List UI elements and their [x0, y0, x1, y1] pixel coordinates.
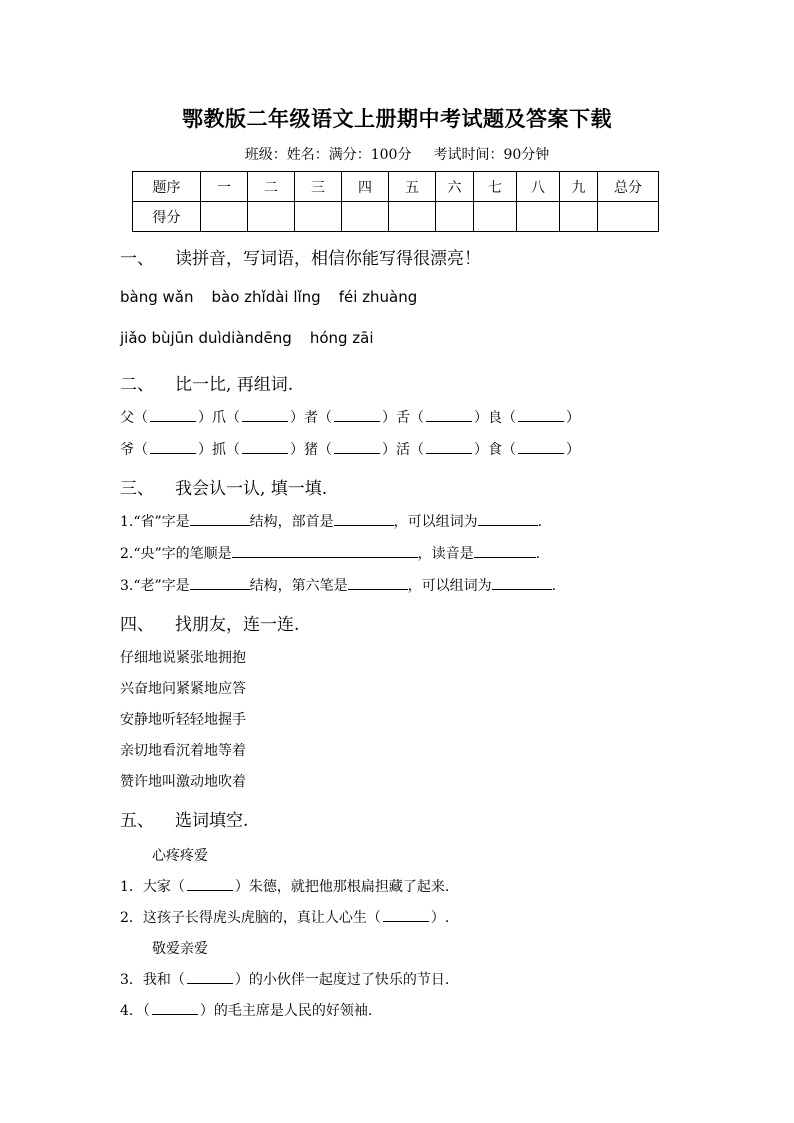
table-cell: 八	[517, 172, 560, 202]
table-cell: 题序	[133, 172, 201, 202]
answer-blank[interactable]	[190, 575, 250, 590]
answer-blank[interactable]	[518, 409, 564, 422]
answer-blank[interactable]	[478, 511, 538, 526]
answer-blank[interactable]	[334, 409, 380, 422]
answer-blank[interactable]	[232, 543, 418, 558]
table-cell: 得分	[133, 202, 201, 232]
table-cell: 六	[436, 172, 474, 202]
answer-blank[interactable]	[187, 878, 233, 891]
question-5-3	[120, 969, 449, 989]
score-cell[interactable]	[248, 202, 295, 232]
score-table-score-row	[133, 202, 659, 232]
character: 舌	[396, 410, 410, 426]
question-text: ）的小伙伴一起度过了快乐的节日.	[234, 972, 450, 988]
question-text: 2．这孩子长得虎头虎脑的，真让人心生（	[120, 910, 381, 926]
table-cell: 九	[560, 172, 598, 202]
question-5-2	[120, 907, 449, 927]
section-number: 一、	[120, 249, 154, 269]
character: 者	[304, 410, 318, 426]
exam-info	[0, 144, 794, 164]
score-cell[interactable]	[389, 202, 436, 232]
section-number: 四、	[120, 615, 154, 635]
pinyin-item: bào zhǐdài lǐng	[211, 288, 321, 306]
score-cell[interactable]	[436, 202, 474, 232]
table-cell: 二	[248, 172, 295, 202]
word-choices: 敬爱亲爱	[152, 941, 208, 957]
table-cell: 三	[295, 172, 342, 202]
section-5-heading	[120, 806, 248, 831]
pinyin-item: féi zhuàng	[338, 288, 418, 306]
question-text: ）的毛主席是人民的好领袖.	[199, 1003, 373, 1019]
exam-time-label: 考试时间：90分钟	[433, 147, 550, 163]
section-2-heading	[120, 370, 293, 395]
answer-blank[interactable]	[518, 441, 564, 454]
question-text: ，可以组词为	[407, 578, 492, 594]
table-cell: 四	[342, 172, 389, 202]
table-cell: 五	[389, 172, 436, 202]
class-name-score-label: 班级：姓名：满分：100分	[244, 147, 412, 163]
question-text: 结构，部首是	[249, 514, 334, 530]
answer-blank[interactable]	[187, 971, 233, 984]
section-title: 我会认一认, 填一填.	[175, 479, 328, 499]
table-cell: 一	[201, 172, 248, 202]
answer-blank[interactable]	[334, 511, 394, 526]
section-title: 选词填空.	[175, 811, 249, 831]
score-cell[interactable]	[517, 202, 560, 232]
question-5-1	[120, 876, 449, 896]
pinyin-line-2	[120, 329, 392, 347]
list-item: 仔细地说紧张地拥抱	[120, 650, 246, 666]
score-table-header-row	[133, 172, 659, 202]
answer-blank[interactable]	[348, 575, 408, 590]
list-item: 亲切地看沉着地等着	[120, 743, 246, 759]
score-table	[132, 171, 659, 232]
answer-blank[interactable]	[492, 575, 552, 590]
answer-blank[interactable]	[152, 1002, 198, 1015]
character: 良	[488, 410, 502, 426]
score-cell[interactable]	[201, 202, 248, 232]
pinyin-item: bàng wǎn	[120, 288, 194, 306]
character: 父	[120, 410, 134, 426]
answer-blank[interactable]	[426, 409, 472, 422]
section-title: 找朋友，连一连.	[175, 615, 300, 635]
question-text: 2.“央”字的笔顺是	[120, 546, 232, 562]
answer-blank[interactable]	[150, 441, 196, 454]
question-text: 4．（	[120, 1003, 150, 1019]
section-1-heading	[120, 244, 481, 269]
answer-blank[interactable]	[334, 441, 380, 454]
character: 抓	[212, 442, 226, 458]
answer-blank[interactable]	[242, 441, 288, 454]
table-cell: 七	[474, 172, 517, 202]
pinyin-item: hóng zāi	[309, 329, 374, 347]
character: 爪	[212, 410, 226, 426]
compare-row-2: 爷（ ）抓（ ）猪（ ）活（ ）食（ ）	[120, 442, 580, 458]
answer-blank[interactable]	[150, 409, 196, 422]
score-cell[interactable]	[598, 202, 659, 232]
score-cell[interactable]	[560, 202, 598, 232]
question-3-2	[120, 543, 540, 563]
question-text: 结构，第六笔是	[249, 578, 348, 594]
question-text: ）.	[430, 910, 450, 926]
character: 猪	[304, 442, 318, 458]
character: 活	[396, 442, 410, 458]
question-text: 3.“老”字是	[120, 578, 190, 594]
answer-blank[interactable]	[383, 909, 429, 922]
compare-row-1: 父（ ）爪（ ）者（ ）舌（ ）良（ ）	[120, 410, 580, 426]
score-cell[interactable]	[342, 202, 389, 232]
list-item: 安静地听轻轻地握手	[120, 712, 246, 728]
character: 爷	[120, 442, 134, 458]
question-text: .	[535, 546, 541, 562]
character: 食	[488, 442, 502, 458]
section-number: 二、	[120, 375, 154, 395]
pinyin-item: jiǎo bùjūn duìdiàndēng	[120, 329, 292, 347]
section-4-heading	[120, 610, 299, 635]
pinyin-line-1	[120, 288, 435, 306]
question-5-4	[120, 1000, 372, 1020]
answer-blank[interactable]	[190, 511, 250, 526]
question-3-3	[120, 575, 556, 595]
section-number: 五、	[120, 811, 154, 831]
question-text: ，可以组词为	[393, 514, 478, 530]
question-text: 3．我和（	[120, 972, 185, 988]
question-text: ）朱德，就把他那根扁担藏了起来.	[234, 879, 450, 895]
question-text: .	[537, 514, 543, 530]
list-item: 兴奋地问紧紧地应答	[120, 681, 246, 697]
question-text: .	[551, 578, 557, 594]
table-cell: 总分	[598, 172, 659, 202]
score-cell[interactable]	[295, 202, 342, 232]
question-text: ，读音是	[417, 546, 474, 562]
answer-blank[interactable]	[474, 543, 536, 558]
word-choices: 心疼疼爱	[152, 848, 208, 864]
question-3-1	[120, 511, 542, 531]
section-title: 比一比, 再组词.	[175, 375, 294, 395]
list-item: 赞许地叫激动地吹着	[120, 774, 246, 790]
section-number: 三、	[120, 479, 154, 499]
section-3-heading	[120, 474, 327, 499]
question-text: 1.“省”字是	[120, 514, 190, 530]
question-text: 1．大家（	[120, 879, 185, 895]
answer-blank[interactable]	[426, 441, 472, 454]
page-title: 鄂教版二年级语文上册期中考试题及答案下载	[182, 106, 612, 131]
answer-blank[interactable]	[242, 409, 288, 422]
score-cell[interactable]	[474, 202, 517, 232]
section-title: 读拼音，写词语，相信你能写得很漂亮！	[175, 249, 481, 269]
